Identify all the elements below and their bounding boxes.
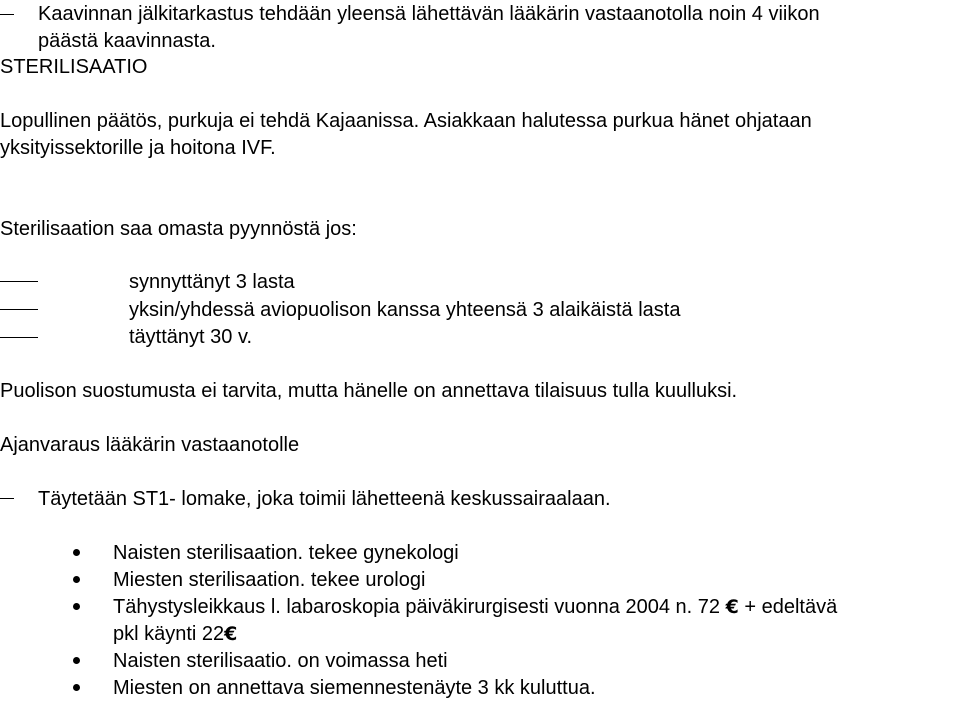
bullet-continuation (113, 622, 237, 646)
bullet-dot (73, 549, 80, 556)
condition-item: synnyttänyt 3 lasta (129, 271, 295, 293)
bullet-text: Tähystysleikkaus l. labaroskopia päiväkirurgisesti vuonna 2004 n. 72 (113, 596, 721, 618)
dash-marker (0, 281, 38, 282)
dash-marker (0, 309, 38, 310)
dash-marker (0, 498, 14, 499)
bullet-item: Miesten on annettava siemennestenäyte 3 kk kuluttua. (113, 677, 596, 699)
dash-marker (0, 337, 38, 338)
booking-heading: Ajanvaraus lääkärin vastaanotolle (0, 434, 300, 456)
conditions-intro: Sterilisaation saa omasta pyynnöstä jos: (0, 218, 357, 240)
bullet-item: Naisten sterilisaatio. on voimassa heti (113, 650, 448, 672)
paragraph-line-2: yksityissektorille ja hoitona IVF. (0, 137, 276, 159)
booking-item: Täytetään ST1- lomake, joka toimii lähetteenä keskussairaalaan. (38, 488, 611, 510)
euro-symbol: € (224, 623, 238, 645)
condition-item: täyttänyt 30 v. (129, 326, 253, 348)
bullet-dot (73, 576, 80, 583)
bullet-dot (73, 684, 80, 691)
consent-text: Puolison suostumusta ei tarvita, mutta hänelle on annettava tilaisuus tulla kuulluksi. (0, 380, 738, 402)
bullet-dot (73, 603, 80, 610)
paragraph-line-1: Lopullinen päätös, purkuja ei tehdä Kajaanissa. Asiakkaan halutessa purkua hänet ohjataan (0, 110, 812, 132)
section-heading: STERILISAATIO (0, 56, 148, 78)
euro-symbol: € (725, 596, 739, 618)
condition-item: yksin/yhdessä aviopuolison kanssa yhteensä 3 alaikäistä lasta (129, 299, 681, 321)
dash-marker (0, 14, 14, 15)
bullet-item: Naisten sterilisaation. tekee gynekologi (113, 542, 459, 564)
bullet-text: + edeltävä (744, 596, 838, 618)
intro-line-2: päästä kaavinnasta. (38, 30, 216, 52)
intro-line-1: Kaavinnan jälkitarkastus tehdään yleensä lähettävän lääkärin vastaanotolla noin 4 viikon (38, 3, 820, 25)
bullet-text: pkl käynti 22 (113, 623, 225, 645)
bullet-item: Miesten sterilisaation. tekee urologi (113, 569, 426, 591)
bullet-dot (73, 657, 80, 664)
bullet-item (113, 595, 837, 619)
